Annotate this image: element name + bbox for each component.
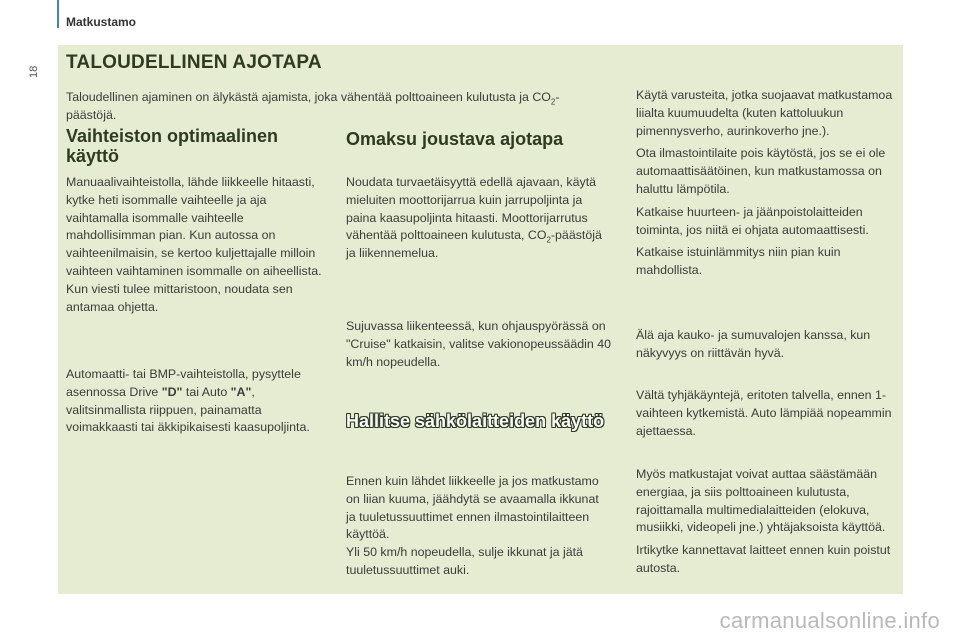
heading-gear-usage: Vaihteiston optimaalinen käyttö <box>66 126 279 166</box>
gear-paragraph-automatic <box>66 366 331 437</box>
drive-label: "D" <box>161 384 183 399</box>
sunshade-paragraph: Käytä varusteita, jotka suojaavat matkustamoa liialta kuumuudelta (kuten kattoluukun pimennysverho, aurinkoverho jne.). <box>636 88 893 138</box>
auto-label: "A" <box>230 384 252 399</box>
column-3-top <box>636 87 898 280</box>
intro-subscript: 2 <box>550 97 556 107</box>
idling-paragraph: Vältä tyhjäkäyntejä, eritoten talvella, ennen 1-vaihteen kytkemistä. Auto lämpiää nopeammin ajettaessa. <box>636 388 892 438</box>
column-3-bottom <box>636 466 898 578</box>
watermark: carmanualsonline.info <box>719 608 940 633</box>
intro-text-end: -päästöjä. <box>66 90 560 122</box>
flexible-paragraph <box>346 174 611 263</box>
page-title: TALOUDELLINEN AJOTAPA <box>66 52 322 73</box>
lights-paragraph: Älä aja kauko- ja sumuvalojen kanssa, kun näkyvyys on riittävän hyvä. <box>636 328 871 360</box>
cooling-paragraph: Ennen kuin lähdet liikkeelle ja jos matkustamo on liian kuuma, jäähdytä se avaamalla ikkunat ja tuuletussuuttimet ennen ilmastointilaitteen käyttöä. <box>346 474 599 542</box>
portable-devices-paragraph: Irtikytke kannettavat laitteet ennen kuin poistut autosta. <box>636 543 891 575</box>
flexible-text-end: -päästöjä ja liikennemelua. <box>346 228 602 261</box>
passengers-paragraph: Myös matkustajat voivat auttaa säästämään energiaa, ja siis polttoaineen kulutusta, rajoittamalla multimedialaitteiden (elokuva, musiikki, videopeli jne.) yhtäjaksoista käyttöä. <box>636 467 886 535</box>
intro-paragraph <box>66 89 596 125</box>
ac-paragraph: Ota ilmastointilaite pois käytöstä, jos se ei ole automaattisäätöinen, kun matkustamossa on haluttu lämpötila. <box>636 146 886 196</box>
page-number: 18 <box>28 65 40 78</box>
flexible-text: Noudata turvaetäisyyttä edellä ajavaan, käytä mieluiten moottorijarrua kuin jarrupoljinta ja paina kaasupoljinta hitaasti. Moottorijarrutus vähentää polttoaineen kulutusta, CO <box>346 175 597 243</box>
section-label: Matkustamo <box>66 15 137 29</box>
flexible-subscript: 2 <box>546 235 551 245</box>
seat-heating-paragraph: Katkaise istuinlämmitys niin pian kuin mahdollista. <box>636 245 841 278</box>
cruise-paragraph: Sujuvassa liikenteessä, kun ohjauspyörässä on "Cruise" katkaisin, valitse vakionopeussäädin 40 km/h nopeudella. <box>346 319 612 369</box>
gear-paragraph-manual: Manuaalivaihteistolla, lähde liikkeelle hitaasti, kytke heti isommalle vaihteelle ja aja vaihtamalla isommalle vaihteelle mahdollisimman pian. Kun autossa on vaihteenilmaisin, se kertoo kuljettajalle milloin vaihteen vaihtaminen isommalle on aiheellista. Kun viesti tulee mittaristoon, noudata sen antamaa ohjetta. <box>66 175 322 314</box>
windows-paragraph: Yli 50 km/h nopeudella, sulje ikkunat ja jätä tuuletussuuttimet auki. <box>346 545 583 577</box>
gear-auto-text-2: tai Auto <box>182 384 231 399</box>
header-accent-rule <box>57 0 59 28</box>
intro-text: Taloudellinen ajaminen on älykästä ajamista, joka vähentää polttoaineen kulutusta ja CO <box>66 90 551 104</box>
heading-electrical-devices: Hallitse sähkölaitteiden käyttö <box>346 411 605 431</box>
defrost-paragraph: Katkaise huurteen- ja jäänpoistolaitteiden toiminta, jos niitä ei ohjata automaattisesti. <box>636 204 869 237</box>
gear-auto-text-3: , valitsinmallista riippuen, painamatta voimakkaasti tai äkkipikaisesti kaasupoljinta. <box>66 384 310 435</box>
gear-auto-text: Automaatti- tai BMP-vaihteistolla, pysyttele asennossa Drive <box>66 367 301 399</box>
heading-flexible-driving: Omaksu joustava ajotapa <box>346 129 564 149</box>
